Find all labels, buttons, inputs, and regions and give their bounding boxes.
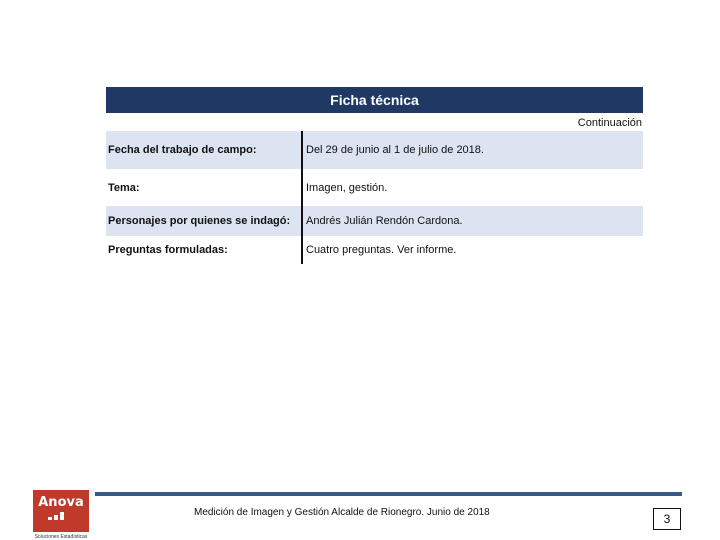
- page-number-value: 3: [663, 512, 671, 526]
- row-label: Tema:: [108, 182, 140, 194]
- logo-text: Anova: [38, 495, 84, 510]
- row-value: Imagen, gestión.: [306, 182, 388, 194]
- table-row: [106, 131, 643, 169]
- footer-caption: Medición de Imagen y Gestión Alcalde de Rionegro. Junio de 2018: [194, 507, 490, 518]
- table-row: [106, 206, 643, 236]
- footer-divider: [95, 492, 682, 496]
- table-row: [106, 170, 643, 206]
- row-value: Andrés Julián Rendón Cardona.: [306, 215, 463, 227]
- row-label: Fecha del trabajo de campo:: [108, 144, 257, 156]
- row-label: Preguntas formuladas:: [108, 244, 228, 256]
- page-title: Ficha técnica: [330, 92, 419, 108]
- column-divider: [301, 131, 303, 264]
- continuation-label: Continuación: [577, 117, 642, 129]
- row-value: Del 29 de junio al 1 de julio de 2018.: [306, 144, 484, 156]
- row-value: Cuatro preguntas. Ver informe.: [306, 244, 457, 256]
- anova-logo: [33, 490, 89, 540]
- logo-tagline: Soluciones Estadísticas: [34, 534, 88, 540]
- row-label: Personajes por quienes se indagó:: [108, 215, 291, 227]
- page-number: [653, 508, 681, 530]
- table-row: [106, 236, 643, 264]
- title-bar: [106, 87, 643, 113]
- logo-bars-icon: [48, 512, 74, 520]
